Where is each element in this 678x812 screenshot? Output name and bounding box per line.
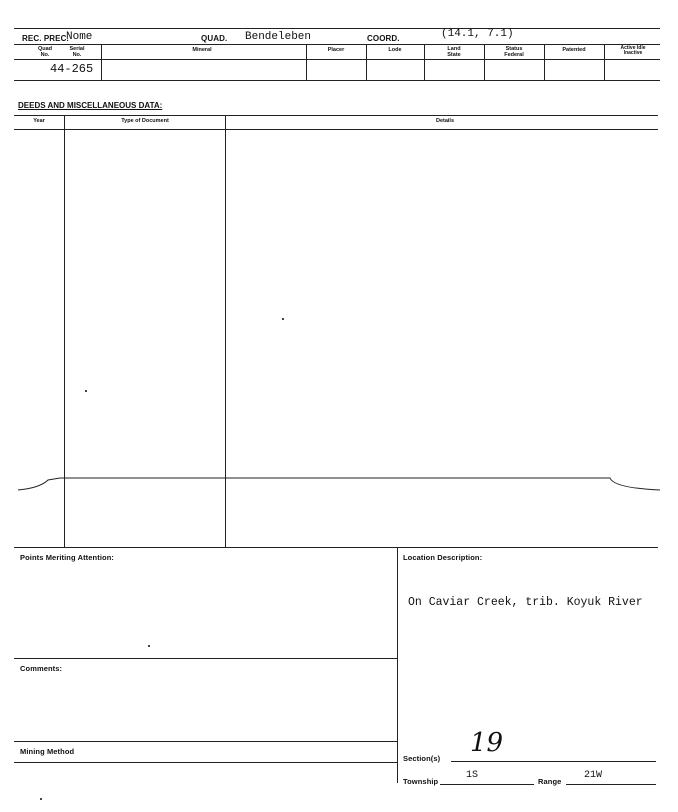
claim-col-divider <box>366 44 367 80</box>
sections-value: 19 <box>470 728 504 758</box>
mining-method-bottom-line <box>14 762 397 763</box>
col-mineral-header: Mineral <box>192 47 212 53</box>
page-fold-line <box>0 468 678 498</box>
sections-label: Section(s) <box>403 754 441 763</box>
col-active-header: Active Idle Inactive <box>620 45 646 56</box>
sections-underline <box>451 761 656 762</box>
deeds-col-year-header: Year <box>33 118 45 124</box>
claim-col-divider <box>484 44 485 80</box>
comments-label: Comments: <box>20 664 63 673</box>
range-label: Range <box>538 777 562 786</box>
deeds-table-bottom <box>14 547 658 548</box>
mining-method-label: Mining Method <box>20 747 75 756</box>
points-bottom-line <box>14 658 397 659</box>
coord-label: COORD. <box>367 34 400 43</box>
scan-speck <box>85 390 87 392</box>
comments-bottom-line <box>14 741 397 742</box>
deeds-header-bottom <box>14 129 658 130</box>
range-underline <box>566 784 656 785</box>
scan-speck <box>148 645 150 647</box>
claim-col-divider <box>306 44 307 80</box>
col-patented-header: Patented <box>562 47 586 53</box>
township-label: Township <box>403 777 439 786</box>
deeds-col-type-header: Type of Document <box>121 118 169 124</box>
col-quad-no-header: Quad No. <box>37 46 53 58</box>
top-border <box>14 28 660 29</box>
claim-col-divider <box>424 44 425 80</box>
scan-speck <box>282 318 284 320</box>
deeds-table-top <box>14 115 658 116</box>
col-placer-header: Placer <box>327 47 345 53</box>
quad-value: Bendeleben <box>245 31 312 43</box>
col-lode-header: Lode <box>388 47 402 53</box>
bottom-center-divider <box>397 547 398 783</box>
claim-col-divider <box>544 44 545 80</box>
quad-serial-value: 44-265 <box>50 62 94 76</box>
claim-col-divider <box>604 44 605 80</box>
col-land-state-header: Land State <box>447 46 461 58</box>
rec-prec-label: REC. PREC. <box>22 34 69 43</box>
quad-label: QUAD. <box>201 34 228 43</box>
points-meriting-label: Points Meriting Attention: <box>20 553 114 562</box>
col-serial-no-header: Serial No. <box>69 46 85 58</box>
claim-table-header-bottom <box>14 59 660 60</box>
scan-speck <box>40 798 42 800</box>
township-underline <box>440 784 534 785</box>
location-description-value: On Caviar Creek, trib. Koyuk River <box>408 596 643 609</box>
range-value: 21W <box>584 770 603 781</box>
location-description-label: Location Description: <box>403 553 483 562</box>
deeds-col-details-header: Details <box>435 118 455 124</box>
col-status-federal-header: Status Federal <box>504 46 524 58</box>
claim-col-divider <box>101 44 102 80</box>
deeds-section-title: DEEDS AND MISCELLANEOUS DATA: <box>18 101 163 110</box>
coord-value: (14.1, 7.1) <box>441 28 514 40</box>
claim-table-top <box>14 44 660 45</box>
claim-table-bottom <box>14 80 660 81</box>
township-value: 1S <box>466 770 479 781</box>
rec-prec-value: Nome <box>66 31 93 43</box>
